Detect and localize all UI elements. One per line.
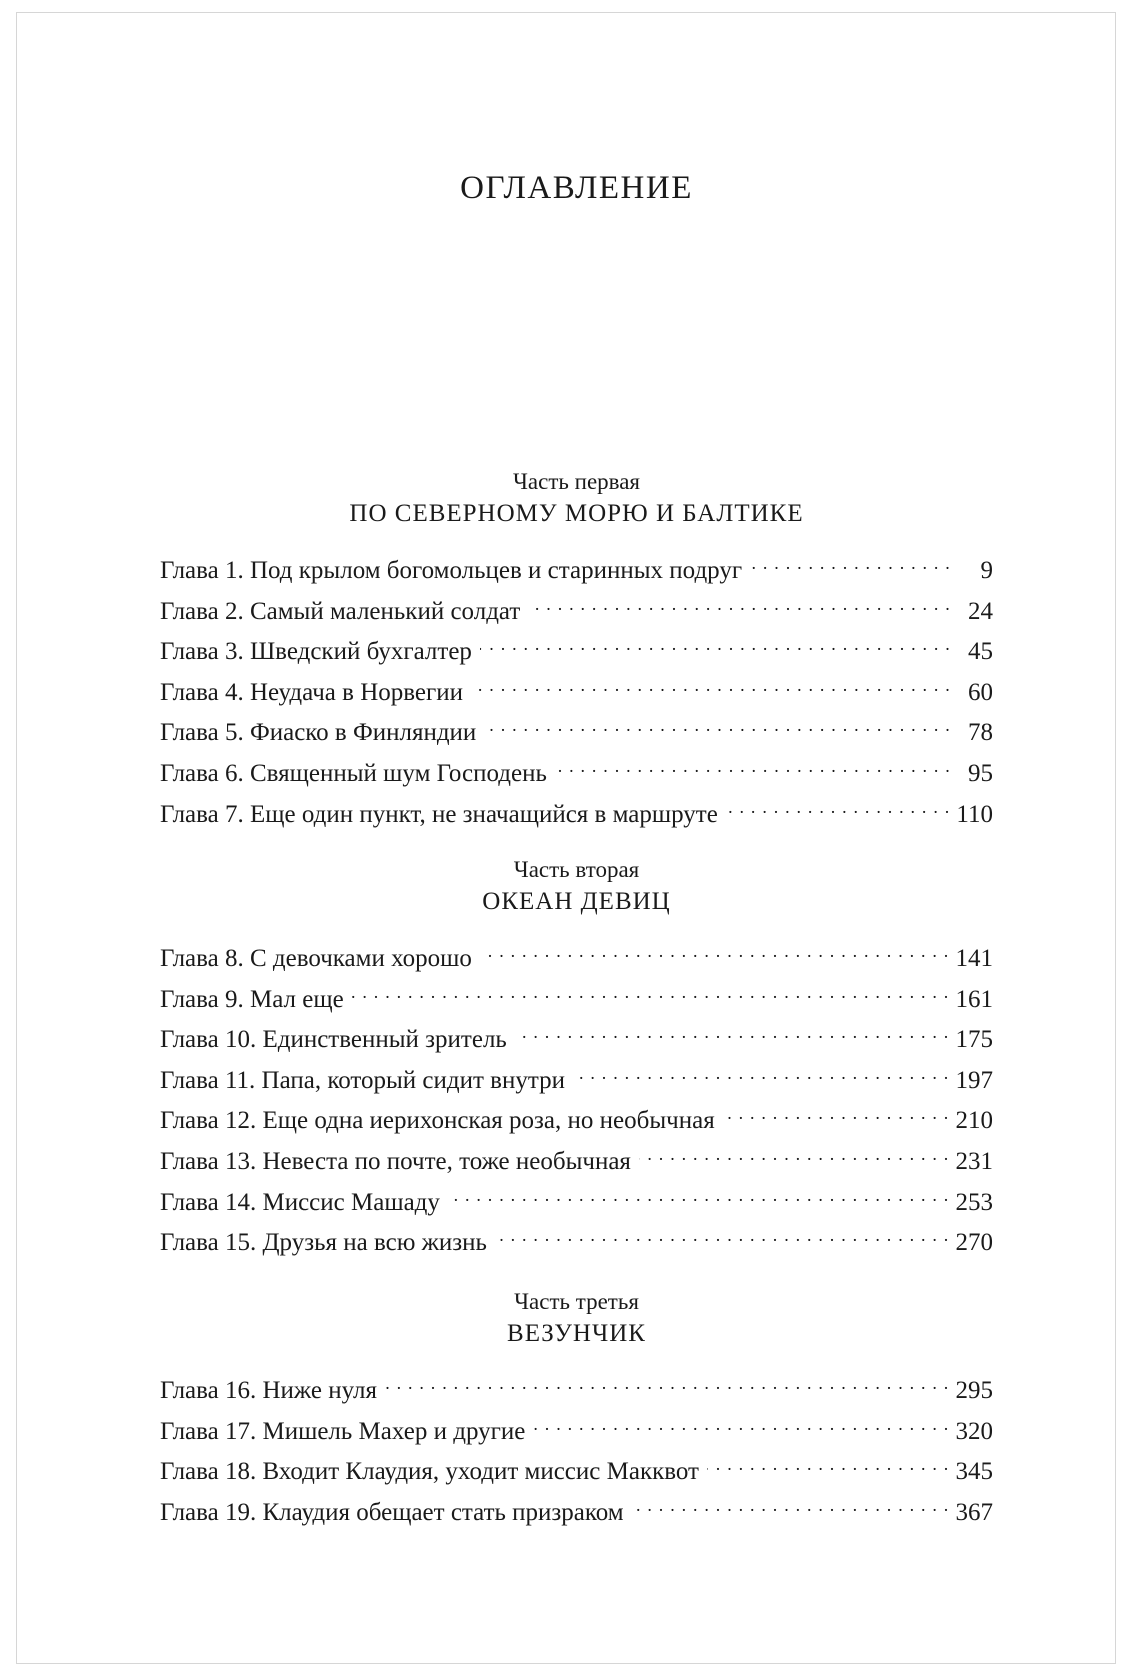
chapter-entry[interactable] bbox=[160, 1366, 993, 1407]
chapter-title: Глава 2. Самый маленький солдат bbox=[160, 597, 521, 625]
dot-leader bbox=[471, 668, 951, 700]
chapter-title: Глава 11. Папа, который сидит внутри bbox=[160, 1066, 565, 1094]
chapter-list bbox=[160, 934, 993, 1259]
chapter-entry[interactable] bbox=[160, 627, 993, 668]
part-second bbox=[160, 856, 993, 1259]
chapter-entry[interactable] bbox=[160, 749, 993, 790]
part-third bbox=[160, 1288, 993, 1528]
dot-leader bbox=[352, 975, 950, 1007]
chapter-page-number: 345 bbox=[955, 1458, 993, 1486]
chapter-title: Глава 14. Миссис Машаду bbox=[160, 1188, 440, 1216]
dot-leader bbox=[707, 1447, 950, 1479]
dot-leader bbox=[528, 587, 951, 619]
chapter-entry[interactable] bbox=[160, 1096, 993, 1137]
chapter-page-number: 270 bbox=[955, 1229, 993, 1257]
chapter-title: Глава 4. Неудача в Норвегии bbox=[160, 678, 464, 706]
chapter-page-number: 9 bbox=[980, 557, 993, 584]
chapter-page-number: 60 bbox=[968, 678, 993, 706]
chapter-entry[interactable] bbox=[160, 587, 993, 628]
chapter-entry[interactable] bbox=[160, 1178, 993, 1219]
chapter-page-number: 78 bbox=[968, 719, 993, 747]
chapter-entry[interactable] bbox=[160, 1447, 993, 1488]
dot-leader bbox=[385, 1366, 950, 1398]
chapter-title: Глава 3. Шведский бухгалтер bbox=[160, 638, 472, 666]
dot-leader bbox=[495, 1218, 950, 1250]
chapter-page-number: 231 bbox=[955, 1147, 993, 1175]
chapter-page-number: 110 bbox=[956, 800, 993, 828]
dot-leader bbox=[484, 708, 951, 740]
dot-leader bbox=[639, 1137, 950, 1169]
part-label: Часть вторая bbox=[513, 857, 640, 882]
chapter-entry[interactable] bbox=[160, 975, 993, 1016]
chapter-page-number: 24 bbox=[968, 597, 993, 625]
dot-leader bbox=[726, 790, 951, 822]
toc-title: ОГЛАВЛЕНИЕ bbox=[460, 170, 693, 206]
chapter-page-number: 210 bbox=[955, 1107, 993, 1135]
part-name: ОКЕАН ДЕВИЦ bbox=[482, 888, 671, 915]
chapter-page-number: 95 bbox=[968, 759, 993, 787]
chapter-title: Глава 19. Клаудия обещает стать призраком bbox=[160, 1498, 624, 1526]
dot-leader bbox=[632, 1488, 950, 1520]
chapter-page-number: 253 bbox=[955, 1188, 993, 1216]
chapter-list bbox=[160, 546, 993, 830]
chapter-title: Глава 7. Еще один пункт, не значащийся в маршруте bbox=[160, 800, 718, 828]
part-name: ПО СЕВЕРНОМУ МОРЮ И БАЛТИКЕ bbox=[349, 500, 804, 527]
chapter-page-number: 45 bbox=[968, 638, 993, 666]
dot-leader bbox=[555, 749, 951, 781]
chapter-title: Глава 16. Ниже нуля bbox=[160, 1377, 377, 1404]
chapter-title: Глава 18. Входит Клаудия, уходит миссис Макквот bbox=[160, 1458, 699, 1486]
chapter-entry[interactable] bbox=[160, 1218, 993, 1259]
chapter-title: Глава 1. Под крылом богомольцев и старинных подруг bbox=[160, 557, 743, 584]
chapter-entry[interactable] bbox=[160, 668, 993, 709]
chapter-entry[interactable] bbox=[160, 1015, 993, 1056]
part-first bbox=[160, 468, 993, 830]
chapter-entry[interactable] bbox=[160, 1056, 993, 1097]
chapter-title: Глава 6. Священный шум Господень bbox=[160, 759, 547, 787]
chapter-list bbox=[160, 1366, 993, 1528]
dot-leader bbox=[750, 546, 951, 578]
chapter-title: Глава 12. Еще одна иерихонская роза, но необычная bbox=[160, 1107, 715, 1135]
dot-leader bbox=[448, 1178, 950, 1210]
part-name: ВЕЗУНЧИК bbox=[507, 1320, 646, 1347]
chapter-page-number: 320 bbox=[955, 1417, 993, 1445]
chapter-title: Глава 10. Единственный зритель bbox=[160, 1026, 507, 1054]
part-label: Часть первая bbox=[512, 469, 641, 494]
chapter-entry[interactable] bbox=[160, 934, 993, 975]
chapter-title: Глава 8. С девочками хорошо bbox=[160, 945, 472, 972]
chapter-page-number: 161 bbox=[955, 985, 993, 1013]
chapter-page-number: 295 bbox=[955, 1377, 993, 1404]
chapter-page-number: 141 bbox=[955, 945, 993, 972]
part-label: Часть третья bbox=[514, 1289, 639, 1314]
chapter-entry[interactable] bbox=[160, 1407, 993, 1448]
chapter-entry[interactable] bbox=[160, 790, 993, 831]
chapter-title: Глава 5. Фиаско в Финляндии bbox=[160, 719, 477, 747]
chapter-title: Глава 13. Невеста по почте, тоже необычная bbox=[160, 1147, 631, 1175]
dot-leader bbox=[723, 1096, 950, 1128]
dot-leader bbox=[573, 1056, 950, 1088]
chapter-entry[interactable] bbox=[160, 708, 993, 749]
dot-leader bbox=[533, 1407, 949, 1439]
chapter-entry[interactable] bbox=[160, 546, 993, 587]
dot-leader bbox=[515, 1015, 950, 1047]
chapter-page-number: 197 bbox=[955, 1066, 993, 1094]
dot-leader bbox=[480, 627, 951, 659]
dot-leader bbox=[480, 934, 950, 966]
chapter-title: Глава 17. Мишель Махер и другие bbox=[160, 1417, 526, 1445]
chapter-page-number: 367 bbox=[955, 1498, 993, 1526]
chapter-entry[interactable] bbox=[160, 1488, 993, 1529]
chapter-entry[interactable] bbox=[160, 1137, 993, 1178]
chapter-title: Глава 9. Мал еще bbox=[160, 985, 344, 1013]
chapter-page-number: 175 bbox=[955, 1026, 993, 1054]
chapter-title: Глава 15. Друзья на всю жизнь bbox=[160, 1229, 487, 1257]
